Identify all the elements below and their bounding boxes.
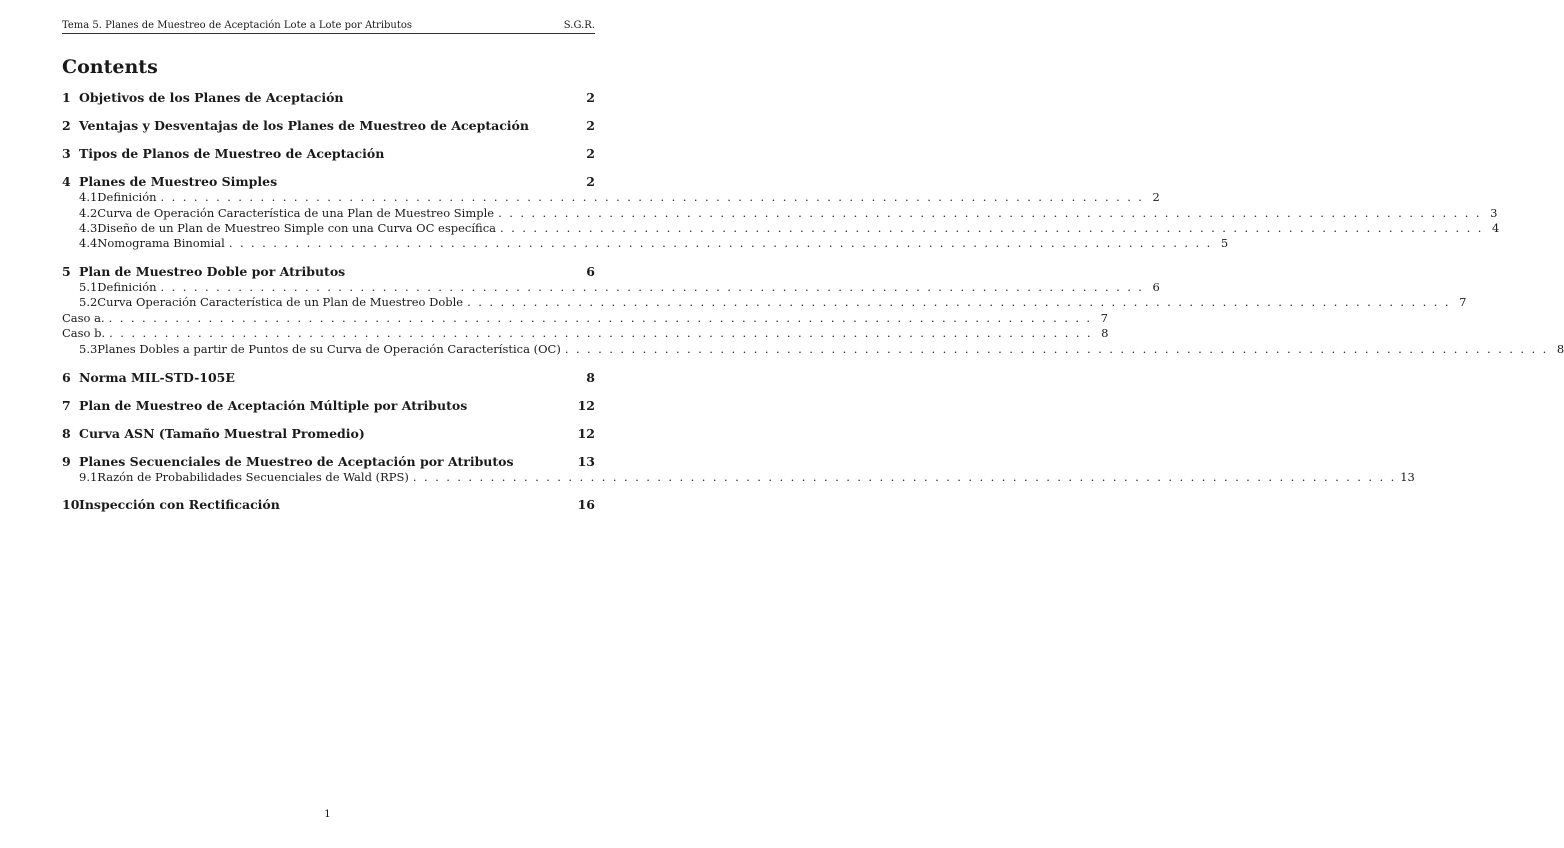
- toc-section-page: 13: [577, 454, 595, 469]
- toc-subsubsection-entry[interactable]: [62, 326, 1109, 340]
- toc-subsection-title: Razón de Probabilidades Secuenciales de Wald (RPS): [97, 470, 409, 484]
- toc-section-entry[interactable]: [62, 174, 595, 189]
- toc-dot-leader: [467, 295, 1450, 309]
- toc-subsection-entry[interactable]: [62, 221, 1500, 235]
- toc-subsection-title: Definición: [97, 280, 157, 294]
- toc-section-title: Plan de Muestreo de Aceptación Múltiple por Atributos: [79, 398, 468, 413]
- toc-section-page: 2: [586, 90, 595, 105]
- toc-subsection-entry[interactable]: [62, 236, 1229, 250]
- toc-section-number: 1: [62, 90, 71, 105]
- toc-subsection-page: 8: [1556, 342, 1564, 356]
- toc-section-title: Curva ASN (Tamaño Muestral Promedio): [79, 426, 365, 441]
- contents-heading: Contents: [62, 56, 158, 78]
- toc-section-entry[interactable]: [62, 90, 595, 105]
- toc-dot-leader: [109, 311, 1092, 325]
- toc-section-number: 8: [62, 426, 71, 441]
- toc-section-entry[interactable]: [62, 497, 595, 512]
- toc-section-entry[interactable]: [62, 426, 595, 441]
- toc-subsection-title: Diseño de un Plan de Muestreo Simple con una Curva OC específica: [97, 221, 496, 235]
- toc-subsection-number: 5.1: [79, 280, 98, 294]
- toc-subsection-number: 5.2: [79, 295, 98, 309]
- toc-section-page: 8: [586, 370, 595, 385]
- toc-subsection-number: 4.1: [79, 190, 98, 204]
- toc-section-number: 7: [62, 398, 71, 413]
- toc-section-page: 2: [586, 118, 595, 133]
- toc-dot-leader: [500, 221, 1483, 235]
- toc-subsection-title: Caso a.: [62, 311, 105, 325]
- toc-subsection-number: 5.3: [79, 342, 98, 356]
- toc-section-page: 12: [577, 426, 595, 441]
- toc-subsection-page: 6: [1152, 280, 1160, 294]
- running-header: [62, 20, 595, 34]
- toc-section-title: Planes de Muestreo Simples: [79, 174, 278, 189]
- toc-section-title: Plan de Muestreo Doble por Atributos: [79, 264, 346, 279]
- toc-subsection-entry[interactable]: [62, 470, 1415, 484]
- toc-dot-leader: [565, 342, 1548, 356]
- toc-section-number: 5: [62, 264, 71, 279]
- toc-subsection-title: Definición: [97, 190, 157, 204]
- toc-dot-leader: [161, 280, 1144, 294]
- toc-section-title: Tipos de Planos de Muestreo de Aceptación: [79, 146, 385, 161]
- toc-section-page: 12: [577, 398, 595, 413]
- toc-section-number: 2: [62, 118, 71, 133]
- toc-dot-leader: [229, 236, 1212, 250]
- toc-section-number: 10: [62, 497, 80, 512]
- toc-subsection-number: 9.1: [79, 470, 98, 484]
- toc-section-page: 6: [586, 264, 595, 279]
- toc-section-number: 6: [62, 370, 71, 385]
- toc-subsection-title: Curva de Operación Característica de una Plan de Muestreo Simple: [97, 206, 495, 220]
- toc-dot-leader: [413, 470, 1396, 484]
- toc-section-title: Ventajas y Desventajas de los Planes de Muestreo de Aceptación: [79, 118, 529, 133]
- toc-subsection-entry[interactable]: [62, 295, 1467, 309]
- toc-section-entry[interactable]: [62, 370, 595, 385]
- toc-subsection-title: Nomograma Binomial: [97, 236, 225, 250]
- toc-subsection-page: 3: [1490, 206, 1498, 220]
- toc-section-page: 16: [577, 497, 595, 512]
- toc-section-entry[interactable]: [62, 118, 595, 133]
- running-header-title: Tema 5. Planes de Muestreo de Aceptación Lote a Lote por Atributos: [62, 20, 413, 31]
- toc-subsection-page: 8: [1101, 326, 1109, 340]
- toc-subsection-entry[interactable]: [62, 280, 1160, 294]
- toc-dot-leader: [109, 326, 1092, 340]
- toc-section-page: 2: [586, 146, 595, 161]
- toc-section-entry[interactable]: [62, 398, 595, 413]
- toc-section-number: 3: [62, 146, 71, 161]
- toc-subsection-page: 7: [1100, 311, 1108, 325]
- toc-section-title: Norma MIL-STD-105E: [79, 370, 235, 385]
- page-number: 1: [324, 808, 331, 820]
- toc-subsection-number: 4.4: [79, 236, 98, 250]
- toc-subsection-page: 7: [1459, 295, 1467, 309]
- toc-section-title: Inspección con Rectificación: [79, 497, 280, 512]
- toc-section-title: Planes Secuenciales de Muestreo de Aceptación por Atributos: [79, 454, 514, 469]
- toc-dot-leader: [498, 206, 1481, 220]
- toc-subsection-page: 13: [1400, 470, 1415, 484]
- toc-subsection-title: Caso b.: [62, 326, 106, 340]
- toc-subsection-page: 2: [1152, 190, 1160, 204]
- toc-section-entry[interactable]: [62, 454, 595, 469]
- toc-subsection-entry[interactable]: [62, 206, 1498, 220]
- toc-subsection-page: 4: [1492, 221, 1500, 235]
- toc-subsection-number: 4.3: [79, 221, 98, 235]
- toc-subsection-number: 4.2: [79, 206, 98, 220]
- toc-subsection-title: Curva Operación Característica de un Plan de Muestreo Doble: [97, 295, 464, 309]
- toc-section-number: 9: [62, 454, 71, 469]
- toc-section-number: 4: [62, 174, 71, 189]
- toc-subsection-entry[interactable]: [62, 342, 1564, 356]
- toc-subsection-entry[interactable]: [62, 190, 1160, 204]
- running-header-author: S.G.R.: [563, 20, 595, 31]
- toc-section-entry[interactable]: [62, 146, 595, 161]
- toc-section-title: Objetivos de los Planes de Aceptación: [79, 90, 344, 105]
- toc-subsubsection-entry[interactable]: [62, 311, 1108, 325]
- toc-subsection-title: Planes Dobles a partir de Puntos de su Curva de Operación Característica (OC): [97, 342, 561, 356]
- toc-subsection-page: 5: [1220, 236, 1229, 250]
- toc-dot-leader: [161, 190, 1144, 204]
- toc-section-page: 2: [586, 174, 595, 189]
- toc-section-entry[interactable]: [62, 264, 595, 279]
